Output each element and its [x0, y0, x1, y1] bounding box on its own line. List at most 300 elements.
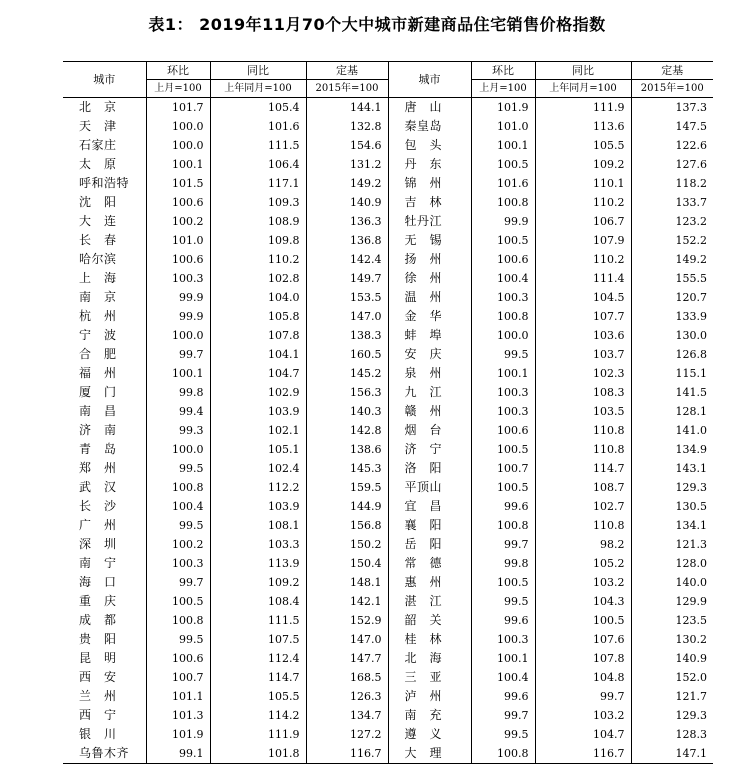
- right-mom-cell: 100.3: [471, 288, 535, 307]
- right-yoy-cell: 104.7: [535, 725, 631, 744]
- table-header: [63, 62, 713, 98]
- table-body: [63, 98, 713, 764]
- left-city-cell: 郑 州: [79, 461, 117, 475]
- left-base-cell: 152.9: [306, 611, 388, 630]
- left-yoy-cell: 114.7: [210, 668, 306, 687]
- left-mom-cell: 99.3: [146, 421, 210, 440]
- left-yoy-cell: 114.2: [210, 706, 306, 725]
- left-city-cell: 昆 明: [79, 651, 117, 665]
- header-mom-sub-right: 上月=100: [471, 80, 535, 98]
- right-base-cell: 140.0: [631, 573, 713, 592]
- right-yoy-cell: 102.3: [535, 364, 631, 383]
- left-mom-cell: 100.0: [146, 117, 210, 136]
- left-mom-cell: 101.3: [146, 706, 210, 725]
- table-row: [63, 592, 713, 611]
- right-base-cell: 152.2: [631, 231, 713, 250]
- table-row: [63, 440, 713, 459]
- table-row: [63, 554, 713, 573]
- left-base-cell: 154.6: [306, 136, 388, 155]
- right-city-cell: 丹 东: [388, 155, 471, 174]
- right-mom-cell: 100.4: [471, 269, 535, 288]
- left-mom-cell: 99.9: [146, 307, 210, 326]
- right-base-cell: 123.5: [631, 611, 713, 630]
- right-mom-cell: 100.8: [471, 307, 535, 326]
- right-base-cell: 129.3: [631, 706, 713, 725]
- left-yoy-cell: 111.9: [210, 725, 306, 744]
- table-row: [63, 345, 713, 364]
- header-yoy-left: 同比: [210, 62, 306, 80]
- right-base-cell: 121.7: [631, 687, 713, 706]
- left-yoy-cell: 108.9: [210, 212, 306, 231]
- left-base-cell: 149.7: [306, 269, 388, 288]
- right-city-cell: 洛 阳: [388, 459, 471, 478]
- table-row: [63, 288, 713, 307]
- right-city-cell: 吉 林: [388, 193, 471, 212]
- left-city-cell: 乌鲁木齐: [63, 744, 146, 764]
- right-yoy-cell: 107.7: [535, 307, 631, 326]
- left-mom-cell: 100.0: [146, 136, 210, 155]
- left-city-cell: 哈尔滨: [79, 252, 117, 266]
- table-row: [63, 459, 713, 478]
- left-yoy-cell: 107.5: [210, 630, 306, 649]
- right-city-cell: 秦皇岛: [388, 117, 471, 136]
- table-row: [63, 136, 713, 155]
- right-base-cell: 143.1: [631, 459, 713, 478]
- right-city-cell: 扬 州: [388, 250, 471, 269]
- left-yoy-cell: 102.4: [210, 459, 306, 478]
- right-mom-cell: 100.5: [471, 155, 535, 174]
- left-mom-cell: 100.6: [146, 250, 210, 269]
- left-city-cell: 重 庆: [79, 594, 117, 608]
- right-city-cell: 南 充: [388, 706, 471, 725]
- right-yoy-cell: 108.7: [535, 478, 631, 497]
- table-row: [63, 269, 713, 288]
- right-yoy-cell: 110.2: [535, 193, 631, 212]
- table-row: [63, 725, 713, 744]
- right-mom-cell: 100.6: [471, 421, 535, 440]
- left-mom-cell: 100.3: [146, 554, 210, 573]
- left-yoy-cell: 109.3: [210, 193, 306, 212]
- right-mom-cell: 99.5: [471, 345, 535, 364]
- right-yoy-cell: 110.8: [535, 421, 631, 440]
- right-yoy-cell: 107.6: [535, 630, 631, 649]
- left-city-cell: 海 口: [79, 575, 117, 589]
- left-yoy-cell: 104.1: [210, 345, 306, 364]
- right-yoy-cell: 113.6: [535, 117, 631, 136]
- right-mom-cell: 99.5: [471, 592, 535, 611]
- left-yoy-cell: 104.0: [210, 288, 306, 307]
- right-city-cell: 遵 义: [388, 725, 471, 744]
- left-city-cell: 贵 阳: [79, 632, 117, 646]
- left-base-cell: 116.7: [306, 744, 388, 764]
- right-city-cell: 襄 阳: [388, 516, 471, 535]
- left-city-cell: 成 都: [79, 613, 117, 627]
- right-mom-cell: 100.7: [471, 459, 535, 478]
- right-mom-cell: 99.5: [471, 725, 535, 744]
- header-city-left: 城市: [63, 62, 146, 98]
- table-row: [63, 687, 713, 706]
- right-city-cell: 常 德: [388, 554, 471, 573]
- right-mom-cell: 100.0: [471, 326, 535, 345]
- left-yoy-cell: 106.4: [210, 155, 306, 174]
- left-mom-cell: 100.8: [146, 478, 210, 497]
- right-base-cell: 147.5: [631, 117, 713, 136]
- right-base-cell: 133.7: [631, 193, 713, 212]
- left-mom-cell: 99.7: [146, 573, 210, 592]
- table-row: [63, 383, 713, 402]
- left-city-cell: 呼和浩特: [79, 176, 130, 190]
- right-base-cell: 140.9: [631, 649, 713, 668]
- left-city-cell: 深 圳: [79, 537, 117, 551]
- left-yoy-cell: 117.1: [210, 174, 306, 193]
- right-yoy-cell: 110.8: [535, 516, 631, 535]
- right-city-cell: 温 州: [388, 288, 471, 307]
- left-base-cell: 140.3: [306, 402, 388, 421]
- header-city-right: 城市: [388, 62, 471, 98]
- left-base-cell: 142.1: [306, 592, 388, 611]
- right-yoy-cell: 110.1: [535, 174, 631, 193]
- left-mom-cell: 101.7: [146, 98, 210, 118]
- right-mom-cell: 100.5: [471, 573, 535, 592]
- table-row: [63, 668, 713, 687]
- table-row: [63, 250, 713, 269]
- table-row: [63, 573, 713, 592]
- left-yoy-cell: 107.8: [210, 326, 306, 345]
- left-yoy-cell: 105.1: [210, 440, 306, 459]
- right-city-cell: 无 锡: [388, 231, 471, 250]
- table-row: [63, 744, 713, 764]
- right-base-cell: 115.1: [631, 364, 713, 383]
- right-city-cell: 蚌 埠: [388, 326, 471, 345]
- left-mom-cell: 100.4: [146, 497, 210, 516]
- right-base-cell: 127.6: [631, 155, 713, 174]
- right-city-cell: 包 头: [388, 136, 471, 155]
- table-title: 表1： 2019年11月70个大中城市新建商品住宅销售价格指数: [148, 15, 606, 34]
- left-city-cell: 天 津: [79, 119, 117, 133]
- left-yoy-cell: 108.4: [210, 592, 306, 611]
- header-mom-sub-left: 上月=100: [146, 80, 210, 98]
- table-row: [63, 155, 713, 174]
- right-city-cell: 唐 山: [388, 98, 471, 118]
- left-mom-cell: 100.8: [146, 611, 210, 630]
- left-yoy-cell: 102.1: [210, 421, 306, 440]
- header-base-right: 定基: [631, 62, 713, 80]
- right-city-cell: 安 庆: [388, 345, 471, 364]
- left-base-cell: 136.3: [306, 212, 388, 231]
- table-row: [63, 516, 713, 535]
- right-base-cell: 130.2: [631, 630, 713, 649]
- right-city-cell: 金 华: [388, 307, 471, 326]
- price-index-table: [63, 61, 713, 764]
- left-yoy-cell: 112.2: [210, 478, 306, 497]
- left-city-cell: 长 沙: [79, 499, 117, 513]
- left-yoy-cell: 103.9: [210, 497, 306, 516]
- right-yoy-cell: 111.4: [535, 269, 631, 288]
- left-city-cell: 福 州: [79, 366, 117, 380]
- right-city-cell: 韶 关: [388, 611, 471, 630]
- left-city-cell: 合 肥: [79, 347, 117, 361]
- table-row: [63, 117, 713, 136]
- left-city-cell: 北 京: [79, 100, 117, 114]
- left-city-cell: 兰 州: [79, 689, 117, 703]
- right-mom-cell: 100.3: [471, 402, 535, 421]
- right-yoy-cell: 107.9: [535, 231, 631, 250]
- left-mom-cell: 99.5: [146, 459, 210, 478]
- header-yoy-sub-left: 上年同月=100: [210, 80, 306, 98]
- left-city-cell: 太 原: [79, 157, 117, 171]
- left-base-cell: 156.3: [306, 383, 388, 402]
- left-mom-cell: 100.0: [146, 440, 210, 459]
- left-base-cell: 150.2: [306, 535, 388, 554]
- left-yoy-cell: 104.7: [210, 364, 306, 383]
- right-yoy-cell: 107.8: [535, 649, 631, 668]
- right-yoy-cell: 110.2: [535, 250, 631, 269]
- right-yoy-cell: 104.5: [535, 288, 631, 307]
- left-base-cell: 144.9: [306, 497, 388, 516]
- left-base-cell: 156.8: [306, 516, 388, 535]
- right-city-cell: 大 理: [388, 744, 471, 764]
- right-yoy-cell: 99.7: [535, 687, 631, 706]
- left-city-cell: 银 川: [79, 727, 117, 741]
- right-base-cell: 134.1: [631, 516, 713, 535]
- left-mom-cell: 100.3: [146, 269, 210, 288]
- left-yoy-cell: 101.8: [210, 744, 306, 764]
- left-city-cell: 西 宁: [79, 708, 117, 722]
- table-row: [63, 706, 713, 725]
- table-row: [63, 402, 713, 421]
- right-yoy-cell: 104.3: [535, 592, 631, 611]
- left-mom-cell: 100.1: [146, 364, 210, 383]
- left-base-cell: 145.2: [306, 364, 388, 383]
- left-base-cell: 142.4: [306, 250, 388, 269]
- left-yoy-cell: 113.9: [210, 554, 306, 573]
- left-base-cell: 131.2: [306, 155, 388, 174]
- left-base-cell: 138.6: [306, 440, 388, 459]
- right-yoy-cell: 109.2: [535, 155, 631, 174]
- left-mom-cell: 99.5: [146, 516, 210, 535]
- left-yoy-cell: 102.8: [210, 269, 306, 288]
- table-row: [63, 535, 713, 554]
- right-city-cell: 湛 江: [388, 592, 471, 611]
- left-city-cell: 济 南: [79, 423, 117, 437]
- left-base-cell: 149.2: [306, 174, 388, 193]
- left-base-cell: 144.1: [306, 98, 388, 118]
- left-base-cell: 134.7: [306, 706, 388, 725]
- right-city-cell: 平顶山: [388, 478, 471, 497]
- right-mom-cell: 99.7: [471, 706, 535, 725]
- table-row: [63, 193, 713, 212]
- left-base-cell: 159.5: [306, 478, 388, 497]
- left-mom-cell: 99.9: [146, 288, 210, 307]
- table-row: [63, 212, 713, 231]
- right-mom-cell: 100.3: [471, 383, 535, 402]
- right-yoy-cell: 100.5: [535, 611, 631, 630]
- left-mom-cell: 101.5: [146, 174, 210, 193]
- right-mom-cell: 100.1: [471, 649, 535, 668]
- right-yoy-cell: 103.7: [535, 345, 631, 364]
- right-base-cell: 130.5: [631, 497, 713, 516]
- right-city-cell: 泸 州: [388, 687, 471, 706]
- right-base-cell: 121.3: [631, 535, 713, 554]
- right-mom-cell: 99.6: [471, 497, 535, 516]
- table-row: [63, 98, 713, 118]
- left-yoy-cell: 105.4: [210, 98, 306, 118]
- left-city-cell: 厦 门: [79, 385, 117, 399]
- right-base-cell: 118.2: [631, 174, 713, 193]
- left-base-cell: 145.3: [306, 459, 388, 478]
- left-city-cell: 南 宁: [79, 556, 117, 570]
- right-city-cell: 桂 林: [388, 630, 471, 649]
- right-yoy-cell: 111.9: [535, 98, 631, 118]
- left-city-cell: 西 安: [79, 670, 117, 684]
- right-yoy-cell: 105.2: [535, 554, 631, 573]
- right-city-cell: 烟 台: [388, 421, 471, 440]
- left-mom-cell: 100.6: [146, 649, 210, 668]
- right-base-cell: 126.8: [631, 345, 713, 364]
- left-yoy-cell: 111.5: [210, 611, 306, 630]
- left-yoy-cell: 108.1: [210, 516, 306, 535]
- left-mom-cell: 101.1: [146, 687, 210, 706]
- right-city-cell: 赣 州: [388, 402, 471, 421]
- right-base-cell: 141.0: [631, 421, 713, 440]
- left-yoy-cell: 109.8: [210, 231, 306, 250]
- right-mom-cell: 100.8: [471, 744, 535, 764]
- right-mom-cell: 99.7: [471, 535, 535, 554]
- left-mom-cell: 99.5: [146, 630, 210, 649]
- header-mom-left: 环比: [146, 62, 210, 80]
- left-base-cell: 147.7: [306, 649, 388, 668]
- table-row: [63, 611, 713, 630]
- left-yoy-cell: 103.3: [210, 535, 306, 554]
- right-mom-cell: 99.8: [471, 554, 535, 573]
- right-mom-cell: 99.6: [471, 687, 535, 706]
- left-mom-cell: 99.7: [146, 345, 210, 364]
- left-yoy-cell: 103.9: [210, 402, 306, 421]
- right-city-cell: 泉 州: [388, 364, 471, 383]
- right-city-cell: 牡丹江: [388, 212, 471, 231]
- right-yoy-cell: 116.7: [535, 744, 631, 764]
- left-base-cell: 132.8: [306, 117, 388, 136]
- right-city-cell: 北 海: [388, 649, 471, 668]
- left-city-cell: 长 春: [79, 233, 117, 247]
- right-base-cell: 133.9: [631, 307, 713, 326]
- left-base-cell: 168.5: [306, 668, 388, 687]
- left-mom-cell: 99.4: [146, 402, 210, 421]
- left-base-cell: 140.9: [306, 193, 388, 212]
- left-base-cell: 127.2: [306, 725, 388, 744]
- right-mom-cell: 101.0: [471, 117, 535, 136]
- left-city-cell: 南 京: [79, 290, 117, 304]
- header-base-sub-right: 2015年=100: [631, 80, 713, 98]
- left-yoy-cell: 110.2: [210, 250, 306, 269]
- right-base-cell: 147.1: [631, 744, 713, 764]
- right-mom-cell: 99.9: [471, 212, 535, 231]
- table-row: [63, 231, 713, 250]
- left-mom-cell: 100.2: [146, 535, 210, 554]
- left-mom-cell: 99.8: [146, 383, 210, 402]
- left-city-cell: 上 海: [79, 271, 117, 285]
- left-mom-cell: 101.9: [146, 725, 210, 744]
- right-yoy-cell: 110.8: [535, 440, 631, 459]
- table-row: [63, 307, 713, 326]
- table-row: [63, 421, 713, 440]
- table-row: [63, 364, 713, 383]
- right-base-cell: 128.0: [631, 554, 713, 573]
- header-base-sub-left: 2015年=100: [306, 80, 388, 98]
- left-mom-cell: 100.7: [146, 668, 210, 687]
- right-city-cell: 宜 昌: [388, 497, 471, 516]
- right-city-cell: 岳 阳: [388, 535, 471, 554]
- right-base-cell: 123.2: [631, 212, 713, 231]
- right-yoy-cell: 98.2: [535, 535, 631, 554]
- right-base-cell: 149.2: [631, 250, 713, 269]
- left-city-cell: 青 岛: [79, 442, 117, 456]
- left-base-cell: 147.0: [306, 307, 388, 326]
- right-yoy-cell: 103.6: [535, 326, 631, 345]
- table-row: [63, 174, 713, 193]
- right-yoy-cell: 102.7: [535, 497, 631, 516]
- right-base-cell: 129.3: [631, 478, 713, 497]
- header-mom-right: 环比: [471, 62, 535, 80]
- right-base-cell: 120.7: [631, 288, 713, 307]
- left-base-cell: 136.8: [306, 231, 388, 250]
- right-base-cell: 141.5: [631, 383, 713, 402]
- right-mom-cell: 99.6: [471, 611, 535, 630]
- left-city-cell: 南 昌: [79, 404, 117, 418]
- right-base-cell: 128.3: [631, 725, 713, 744]
- right-mom-cell: 100.5: [471, 440, 535, 459]
- right-mom-cell: 101.9: [471, 98, 535, 118]
- right-city-cell: 锦 州: [388, 174, 471, 193]
- left-base-cell: 148.1: [306, 573, 388, 592]
- right-city-cell: 三 亚: [388, 668, 471, 687]
- right-yoy-cell: 103.2: [535, 706, 631, 725]
- left-yoy-cell: 105.8: [210, 307, 306, 326]
- right-city-cell: 九 江: [388, 383, 471, 402]
- right-mom-cell: 100.8: [471, 193, 535, 212]
- left-city-cell: 广 州: [79, 518, 117, 532]
- right-yoy-cell: 104.8: [535, 668, 631, 687]
- right-mom-cell: 100.8: [471, 516, 535, 535]
- right-mom-cell: 100.6: [471, 250, 535, 269]
- header-yoy-right: 同比: [535, 62, 631, 80]
- right-base-cell: 130.0: [631, 326, 713, 345]
- right-yoy-cell: 106.7: [535, 212, 631, 231]
- right-base-cell: 122.6: [631, 136, 713, 155]
- right-mom-cell: 101.6: [471, 174, 535, 193]
- left-base-cell: 150.4: [306, 554, 388, 573]
- left-mom-cell: 100.0: [146, 326, 210, 345]
- table-row: [63, 649, 713, 668]
- right-yoy-cell: 114.7: [535, 459, 631, 478]
- left-yoy-cell: 109.2: [210, 573, 306, 592]
- right-base-cell: 137.3: [631, 98, 713, 118]
- left-mom-cell: 100.1: [146, 155, 210, 174]
- right-city-cell: 济 宁: [388, 440, 471, 459]
- left-mom-cell: 99.1: [146, 744, 210, 764]
- left-city-cell: 宁 波: [79, 328, 117, 342]
- right-mom-cell: 100.5: [471, 478, 535, 497]
- right-base-cell: 155.5: [631, 269, 713, 288]
- right-city-cell: 惠 州: [388, 573, 471, 592]
- left-mom-cell: 100.6: [146, 193, 210, 212]
- right-base-cell: 134.9: [631, 440, 713, 459]
- left-yoy-cell: 111.5: [210, 136, 306, 155]
- right-yoy-cell: 103.2: [535, 573, 631, 592]
- right-mom-cell: 100.3: [471, 630, 535, 649]
- left-base-cell: 160.5: [306, 345, 388, 364]
- right-mom-cell: 100.1: [471, 364, 535, 383]
